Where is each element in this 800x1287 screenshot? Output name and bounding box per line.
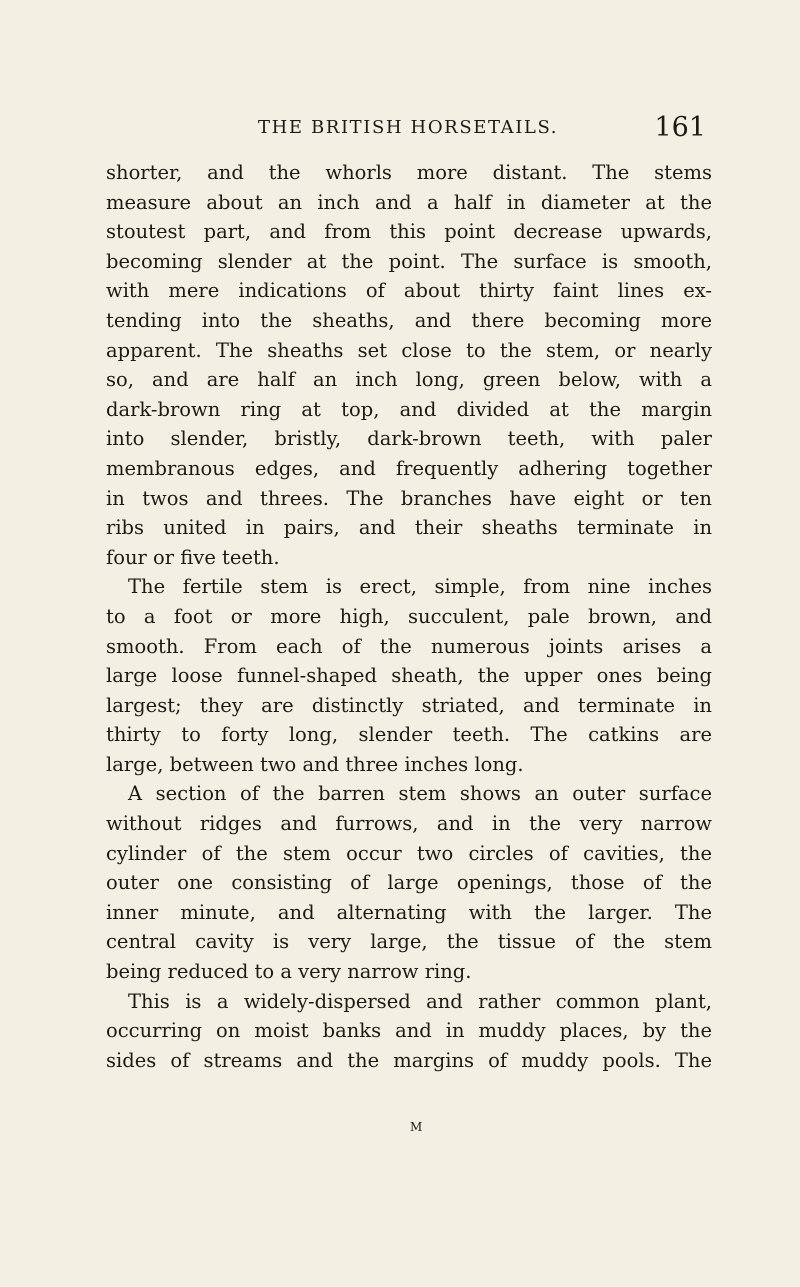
text-line: with mere indications of about thirty faint lines ex- bbox=[106, 279, 712, 303]
text-line: largest; they are distinctly striated, and terminate in bbox=[106, 693, 712, 717]
text-line: large, between two and three inches long. bbox=[106, 752, 524, 776]
text-line: dark-brown ring at top, and divided at the margin bbox=[106, 397, 712, 421]
signature-mark: M bbox=[410, 1120, 423, 1134]
text-line: shorter, and the whorls more distant. The stems bbox=[106, 161, 712, 184]
text-line: cylinder of the stem occur two circles of cavities, the bbox=[106, 841, 712, 865]
text-line: tending into the sheaths, and there becoming more bbox=[106, 308, 712, 332]
text-line: thirty to forty long, slender teeth. The catkins are bbox=[106, 723, 712, 747]
text-line: ribs united in pairs, and their sheaths terminate in bbox=[106, 516, 712, 540]
running-title: THE BRITISH HORSETAILS. bbox=[258, 117, 559, 138]
running-head bbox=[0, 108, 800, 148]
text-line: smooth. From each of the numerous joints arises a bbox=[106, 634, 712, 658]
text-line: The fertile stem is erect, simple, from nine inches bbox=[128, 575, 712, 599]
text-line: occurring on moist banks and in muddy places, by the bbox=[106, 1019, 712, 1043]
text-line: A section of the barren stem shows an outer surface bbox=[128, 782, 712, 806]
text-line: membranous edges, and frequently adhering together bbox=[106, 456, 712, 480]
text-line: to a foot or more high, succulent, pale brown, and bbox=[106, 604, 712, 628]
text-line: central cavity is very large, the tissue of the stem bbox=[106, 930, 712, 954]
text-line: apparent. The sheaths set close to the stem, or nearly bbox=[106, 338, 712, 362]
text-line: in twos and threes. The branches have eight or ten bbox=[106, 486, 712, 510]
text-line: being reduced to a very narrow ring. bbox=[106, 960, 472, 984]
text-line: inner minute, and alternating with the larger. The bbox=[106, 900, 712, 924]
body-text bbox=[106, 158, 712, 1075]
text-line: stoutest part, and from this point decrease upwards, bbox=[106, 220, 712, 244]
text-line: measure about an inch and a half in diameter at the bbox=[106, 190, 712, 214]
text-line: becoming slender at the point. The surface is smooth, bbox=[106, 249, 712, 273]
text-line: into slender, bristly, dark-brown teeth, with paler bbox=[106, 427, 712, 451]
text-line: large loose funnel-shaped sheath, the upper ones being bbox=[106, 664, 712, 688]
text-line: outer one consisting of large openings, those of the bbox=[106, 871, 712, 895]
text-line: This is a widely-dispersed and rather common plant, bbox=[128, 989, 712, 1013]
page-number: 161 bbox=[654, 112, 706, 143]
text-line: four or five teeth. bbox=[106, 545, 280, 569]
text-line: so, and are half an inch long, green below, with a bbox=[106, 368, 712, 392]
text-line: sides of streams and the margins of muddy pools. The bbox=[106, 1048, 712, 1072]
text-line: without ridges and furrows, and in the very narrow bbox=[106, 812, 712, 836]
